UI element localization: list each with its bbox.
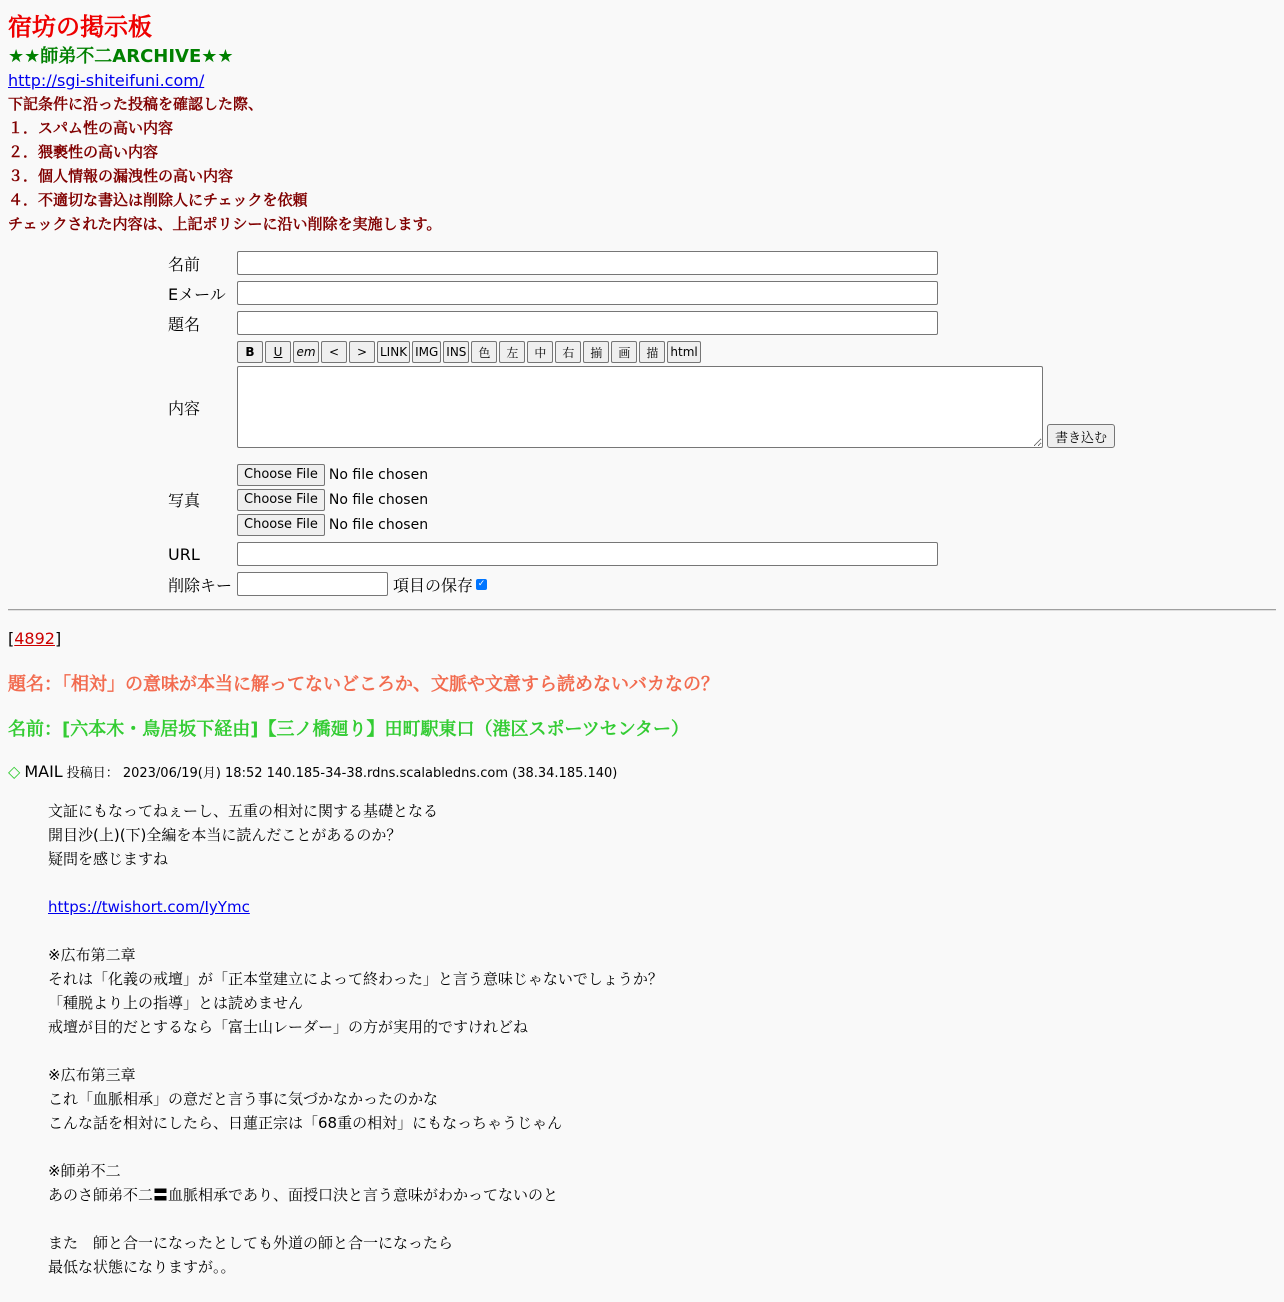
body-line [48,1207,1276,1231]
file-status: No file chosen [328,466,429,483]
post-body-link[interactable]: https://twishort.com/IyYmc [48,898,250,916]
file-status: No file chosen [328,516,429,533]
body-line: こんな話を相対にしたら、日蓮正宗は「68重の相対」にもなっちゃうじゃん [48,1114,563,1132]
save-settings-label: 項目の保存 [393,575,474,595]
policy-notice [8,92,1276,236]
post-date: 投稿日： 2023/06/19(月) 18:52 140.185-34-38.rdns.scalabledns.com (38.34.185.140) [66,766,618,781]
delete-key-label: 削除キー [168,575,233,595]
body-line: 文証にもなってねぇーし、五重の相対に関する基礎となる [48,802,439,820]
url-label: URL [168,544,200,564]
align-right-button[interactable]: 右 [555,341,581,363]
body-link-line [48,895,1276,919]
site-url-link[interactable]: http://sgi-shiteifuni.com/ [8,71,205,90]
body-line: 「種脱より上の指導」とは読めません [48,994,304,1012]
file-status: No file chosen [328,491,429,508]
body-line: 開目沙(上)(下)全編を本当に読んだことがあるのか？ [48,826,402,844]
post-number: [4892] [8,629,62,648]
body-line: ※広布第三章 [48,1066,136,1084]
photo-file-list [237,462,428,537]
choose-file-button[interactable]: Choose File [237,464,325,486]
policy-line: チェックされた内容は、上記ポリシーに沿い削除を実施します。 [8,215,442,233]
post-meta [8,762,1276,781]
body-line: 最低な状態になりますが。。 [48,1258,236,1276]
choose-file-button[interactable]: Choose File [237,514,325,536]
body-line: ※広布第二章 [48,946,136,964]
post-number-link[interactable]: 4892 [14,629,55,648]
policy-line: 下記条件に沿った投稿を確認した際、 [8,95,264,113]
photo-label: 写真 [168,491,201,510]
color-button[interactable]: 色 [471,341,497,363]
align-left-button[interactable]: 左 [499,341,525,363]
save-settings-checkbox[interactable]: ✓ [477,578,486,589]
format-toolbar [237,338,1276,363]
align-center-button[interactable]: 中 [527,341,553,363]
policy-line: ３．個人情報の漏洩性の高い内容 [8,167,234,185]
policy-line: １．スパム性の高い内容 [8,119,174,137]
policy-line: ４．不適切な書込は削除人にチェックを依頼 [8,191,308,209]
content-textarea[interactable] [237,366,1043,448]
emphasis-button[interactable]: em [293,341,319,363]
subject-label: 題名 [168,314,201,334]
site-subtitle: ★★師弟不二ARCHIVE★★ [8,46,234,67]
image-button[interactable]: 画 [611,341,637,363]
body-line [48,1135,1276,1159]
post-entry [8,629,1276,1279]
submit-button[interactable]: 書き込む [1047,424,1115,448]
name-label: 名前 [168,254,201,274]
email-label: Eメール [168,284,226,304]
body-line: あのさ師弟不二〓血脈相承であり、面授口決と言う意味がわかってないのと [48,1186,559,1204]
bold-button[interactable]: B [237,341,263,363]
post-author: 名前：[六本木・鳥居坂下経由]【三ノ橋廻り】田町駅東口（港区スポーツセンター） [8,719,690,740]
body-line: 疑問を感じますね [48,850,169,868]
name-input[interactable] [237,251,938,275]
body-line: ※師弟不二 [48,1162,121,1180]
body-line [48,1039,1276,1063]
policy-line: ２．猥褻性の高い内容 [8,143,159,161]
diamond-icon: ◇ [8,762,21,781]
body-line: また 師と合一になったとしても外道の師と合一になったら [48,1234,454,1252]
html-button[interactable]: html [667,341,700,363]
link-button[interactable]: LINK [377,341,410,363]
divider [8,609,1276,611]
body-line: それは「化義の戒壇」が「正本堂建立によって終わった」と言う意味じゃないでしょうか？ [48,970,663,988]
body-blank [48,919,1276,943]
img-button[interactable]: IMG [412,341,441,363]
less-than-button[interactable]: < [321,341,347,363]
justify-button[interactable]: 揃 [583,341,609,363]
body-line: これ「血脈相承」の意だと言う事に気づかなかったのかな [48,1090,439,1108]
body-line: 戒壇が目的だとするなら「富士山レーダー」の方が実用的ですけれどね [48,1018,529,1036]
draw-button[interactable]: 描 [639,341,665,363]
body-blank [48,871,1276,895]
url-input[interactable] [237,542,938,566]
mail-link[interactable]: MAIL [24,762,63,781]
content-label: 内容 [168,398,201,418]
post-body [48,799,1276,1279]
post-form [168,248,1276,599]
greater-than-button[interactable]: > [349,341,375,363]
underline-button[interactable]: U [265,341,291,363]
site-title: 宿坊の掲示板 [8,13,152,41]
subject-input[interactable] [237,311,938,335]
choose-file-button[interactable]: Choose File [237,489,325,511]
delete-key-input[interactable] [237,572,388,596]
email-input[interactable] [237,281,938,305]
post-subject: 題名：「相対」の意味が本当に解ってないどころか、文脈や文意すら読めないバカなの？ [8,674,719,695]
ins-button[interactable]: INS [443,341,469,363]
